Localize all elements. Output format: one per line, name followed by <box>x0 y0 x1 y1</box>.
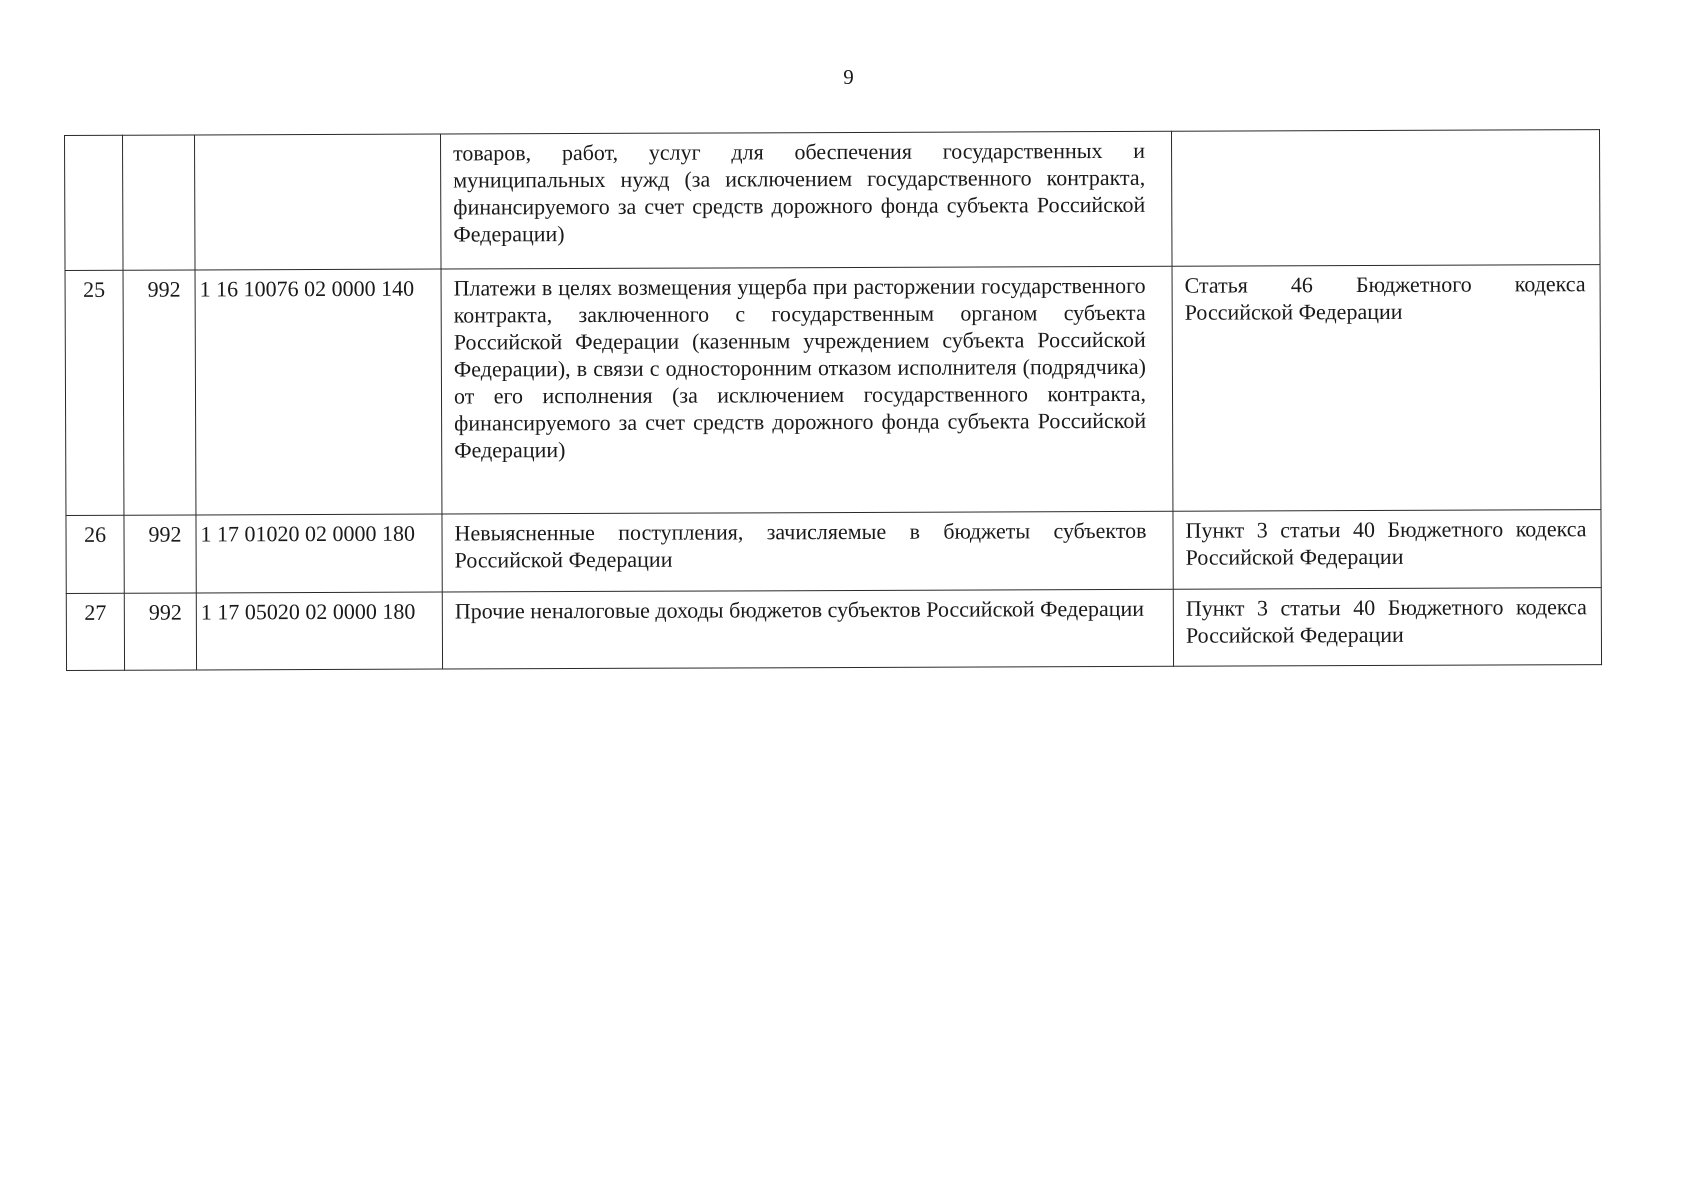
admin-code-cell: 992 <box>123 270 196 515</box>
budget-code-cell: 1 16 10076 02 0000 140 <box>195 269 442 515</box>
page-number: 9 <box>843 65 854 89</box>
table-row <box>65 130 1601 271</box>
legal-basis-cell: Пункт 3 статьи 40 Бюджетного кодекса Российской Федерации <box>1173 588 1601 667</box>
legal-basis-cell <box>1171 130 1600 267</box>
row-number-cell: 27 <box>66 593 124 670</box>
legal-basis-cell: Статья 46 Бюджетного кодекса Российской Федерации <box>1172 265 1601 512</box>
row-number-cell <box>65 135 124 270</box>
budget-code-cell: 1 17 05020 02 0000 180 <box>196 592 442 670</box>
table-row <box>65 265 1601 516</box>
table-row <box>66 588 1601 671</box>
income-name-cell: товаров, работ, услуг для обеспечения государственных и муниципальных нужд (за исключением государственного контракта, финансируемого за счет средств дорожного фонда субъекта Российской Федерации) <box>440 131 1172 269</box>
admin-code-cell <box>123 135 196 270</box>
legal-basis-cell: Пункт 3 статьи 40 Бюджетного кодекса Российской Федерации <box>1173 510 1601 590</box>
budget-code-cell: 1 17 01020 02 0000 180 <box>196 514 442 593</box>
row-number-cell: 26 <box>66 515 124 593</box>
revenue-codes-table <box>64 129 1602 671</box>
budget-code-cell <box>195 134 442 270</box>
income-name-cell: Невыясненные поступления, зачисляемые в бюджеты субъектов Российской Федерации <box>442 511 1173 592</box>
admin-code-cell: 992 <box>124 515 196 593</box>
income-name-cell: Платежи в целях возмещения ущерба при расторжении государственного контракта, заключенного с государственным органом субъекта Российской Федерации (казенным учреждением субъекта Российской Федерации), в связи с односторонним отказом исполнителя (подрядчика) от его исполнения (за исключением государственного контракта, финансируемого за счет средств дорожного фонда субъекта Российской Федерации) <box>441 266 1173 514</box>
table-row <box>66 510 1601 594</box>
admin-code-cell: 992 <box>124 593 196 670</box>
income-name-cell: Прочие неналоговые доходы бюджетов субъектов Российской Федерации <box>442 589 1173 669</box>
row-number-cell: 25 <box>65 270 124 515</box>
